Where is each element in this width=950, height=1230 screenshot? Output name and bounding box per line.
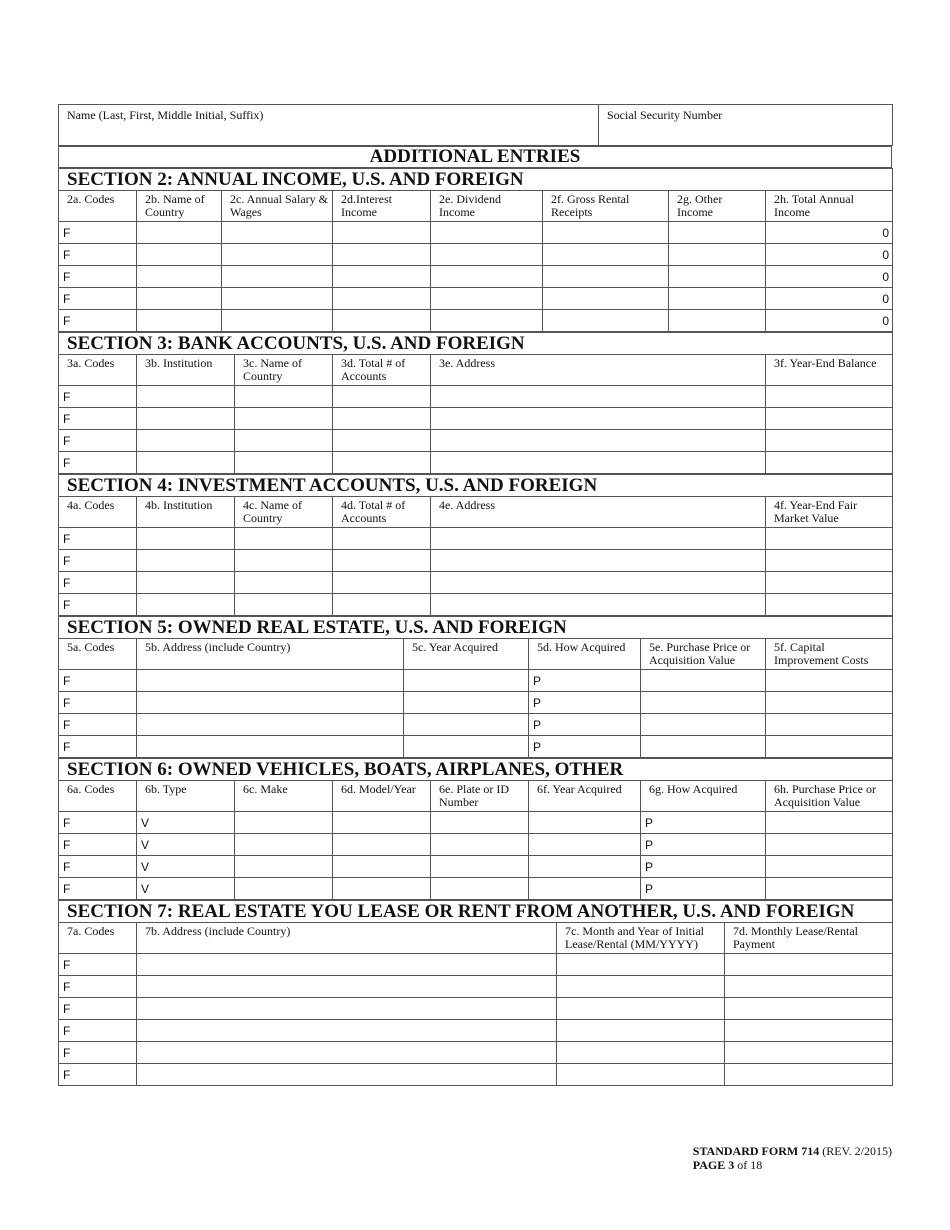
total-cell[interactable]: 0 [766,266,893,288]
interest-cell[interactable] [333,266,431,288]
interest-cell[interactable] [333,244,431,266]
payment-cell[interactable] [725,1042,893,1064]
code-cell[interactable]: F [59,954,137,976]
dividend-cell[interactable] [431,244,543,266]
table-row [59,998,893,1020]
col-4f: 4f. Year-End Fair Market Value [766,497,893,528]
page-title: ADDITIONAL ENTRIES [59,147,892,168]
page-label: PAGE 3 [692,1158,735,1172]
type-cell[interactable]: V [137,812,235,834]
address-cell[interactable] [137,954,557,976]
code-cell[interactable]: F [59,386,137,408]
balance-cell[interactable] [766,452,893,474]
improvement-cell[interactable] [766,670,893,692]
col-5c: 5c. Year Acquired [404,639,529,670]
identity-table [58,104,893,146]
total-cell[interactable]: 0 [766,244,893,266]
name-label: Name (Last, First, Middle Initial, Suffix) [67,108,264,122]
price-cell[interactable] [641,736,766,758]
col-3c: 3c. Name of Country [235,355,333,386]
price-cell[interactable] [641,670,766,692]
table-row [59,1020,893,1042]
address-cell[interactable] [137,976,557,998]
how-acquired-cell[interactable]: P [641,834,766,856]
interest-cell[interactable] [333,310,431,332]
institution-cell[interactable] [137,408,235,430]
lease-date-cell[interactable] [557,998,725,1020]
section-6-table [58,758,893,900]
year-cell[interactable] [529,878,641,900]
col-7b: 7b. Address (include Country) [137,923,557,954]
col-6d: 6d. Model/Year [333,781,431,812]
sf714-page [58,104,892,1086]
lease-date-cell[interactable] [557,1064,725,1086]
col-7d: 7d. Monthly Lease/Rental Payment [725,923,893,954]
institution-cell[interactable] [137,386,235,408]
price-cell[interactable] [766,834,893,856]
col-4b: 4b. Institution [137,497,235,528]
address-cell[interactable] [431,408,766,430]
rental-cell[interactable] [543,310,669,332]
code-cell[interactable]: F [59,976,137,998]
type-cell[interactable]: V [137,856,235,878]
col-4e: 4e. Address [431,497,766,528]
how-acquired-cell[interactable]: P [529,692,641,714]
section-2-table [58,168,893,332]
col-6a: 6a. Codes [59,781,137,812]
table-row [59,594,893,616]
col-5f: 5f. Capital Improvement Costs [766,639,893,670]
how-acquired-cell[interactable]: P [641,878,766,900]
code-cell[interactable]: F [59,222,137,244]
country-cell[interactable] [235,550,333,572]
col-2f: 2f. Gross Rental Receipts [543,191,669,222]
model-cell[interactable] [333,834,431,856]
payment-cell[interactable] [725,998,893,1020]
improvement-cell[interactable] [766,736,893,758]
how-acquired-cell[interactable]: P [529,714,641,736]
how-acquired-cell[interactable]: P [529,670,641,692]
code-cell[interactable]: F [59,528,137,550]
table-row [59,288,893,310]
form-name: STANDARD FORM 714 [692,1144,820,1158]
table-row [59,878,893,900]
table-row [59,954,893,976]
table-row [59,714,893,736]
section-4-title: SECTION 4: INVESTMENT ACCOUNTS, U.S. AND FOREIGN [59,475,893,497]
price-cell[interactable] [766,878,893,900]
balance-cell[interactable] [766,430,893,452]
address-cell[interactable] [431,452,766,474]
how-acquired-cell[interactable]: P [641,812,766,834]
ssn-label: Social Security Number [607,108,723,122]
country-cell[interactable] [137,222,222,244]
page-line [693,1158,892,1172]
accounts-cell[interactable] [333,452,431,474]
code-cell[interactable]: F [59,244,137,266]
year-cell[interactable] [529,812,641,834]
table-row [59,572,893,594]
code-cell[interactable]: F [59,550,137,572]
col-6h: 6h. Purchase Price or Acquisition Value [766,781,893,812]
additional-entries-title [58,146,892,168]
code-cell[interactable]: F [59,266,137,288]
plate-cell[interactable] [431,856,529,878]
model-cell[interactable] [333,812,431,834]
plate-cell[interactable] [431,878,529,900]
other-cell[interactable] [669,310,766,332]
address-cell[interactable] [431,550,766,572]
col-6g: 6g. How Acquired [641,781,766,812]
col-2a: 2a. Codes [59,191,137,222]
salary-cell[interactable] [222,266,333,288]
balance-cell[interactable] [766,386,893,408]
country-cell[interactable] [235,408,333,430]
col-5a: 5a. Codes [59,639,137,670]
col-4a: 4a. Codes [59,497,137,528]
interest-cell[interactable] [333,288,431,310]
col-2h: 2h. Total Annual Income [766,191,893,222]
year-cell[interactable] [404,714,529,736]
code-cell[interactable]: F [59,736,137,758]
col-2d: 2d.Interest Income [333,191,431,222]
dividend-cell[interactable] [431,288,543,310]
dividend-cell[interactable] [431,222,543,244]
col-7a: 7a. Codes [59,923,137,954]
code-cell[interactable]: F [59,430,137,452]
country-cell[interactable] [235,430,333,452]
code-cell[interactable]: F [59,714,137,736]
make-cell[interactable] [235,834,333,856]
name-field[interactable] [59,105,599,146]
institution-cell[interactable] [137,550,235,572]
total-cell[interactable]: 0 [766,310,893,332]
address-cell[interactable] [431,528,766,550]
address-cell[interactable] [137,692,404,714]
how-acquired-cell[interactable]: P [641,856,766,878]
how-acquired-cell[interactable]: P [529,736,641,758]
price-cell[interactable] [641,714,766,736]
dividend-cell[interactable] [431,310,543,332]
table-row [59,386,893,408]
table-row [59,976,893,998]
year-cell[interactable] [529,856,641,878]
code-cell[interactable]: F [59,452,137,474]
code-cell[interactable]: F [59,572,137,594]
price-cell[interactable] [641,692,766,714]
other-cell[interactable] [669,222,766,244]
country-cell[interactable] [137,310,222,332]
code-cell[interactable]: F [59,692,137,714]
address-cell[interactable] [137,1064,557,1086]
table-row [59,528,893,550]
payment-cell[interactable] [725,954,893,976]
institution-cell[interactable] [137,528,235,550]
ssn-field[interactable] [599,105,893,146]
code-cell[interactable]: F [59,1020,137,1042]
section-5-title: SECTION 5: OWNED REAL ESTATE, U.S. AND FOREIGN [59,617,893,639]
other-cell[interactable] [669,244,766,266]
salary-cell[interactable] [222,244,333,266]
table-row [59,222,893,244]
section-2-title: SECTION 2: ANNUAL INCOME, U.S. AND FOREIGN [59,169,893,191]
col-2b: 2b. Name of Country [137,191,222,222]
table-row [59,812,893,834]
country-cell[interactable] [137,266,222,288]
interest-cell[interactable] [333,222,431,244]
address-cell[interactable] [137,670,404,692]
col-6b: 6b. Type [137,781,235,812]
lease-date-cell[interactable] [557,954,725,976]
accounts-cell[interactable] [333,386,431,408]
salary-cell[interactable] [222,222,333,244]
salary-cell[interactable] [222,288,333,310]
col-4d: 4d. Total # of Accounts [333,497,431,528]
other-cell[interactable] [669,288,766,310]
lease-date-cell[interactable] [557,976,725,998]
section-6-title: SECTION 6: OWNED VEHICLES, BOATS, AIRPLANES, OTHER [59,759,893,781]
col-2g: 2g. Other Income [669,191,766,222]
col-3e: 3e. Address [431,355,766,386]
price-cell[interactable] [766,812,893,834]
total-cell[interactable]: 0 [766,222,893,244]
table-row [59,452,893,474]
col-6c: 6c. Make [235,781,333,812]
form-revision: (REV. 2/2015) [822,1144,892,1158]
table-row [59,266,893,288]
address-cell[interactable] [137,1020,557,1042]
form-footer [693,1144,892,1172]
year-cell[interactable] [404,670,529,692]
rental-cell[interactable] [543,288,669,310]
table-row [59,408,893,430]
type-cell[interactable]: V [137,878,235,900]
code-cell[interactable]: F [59,856,137,878]
col-3d: 3d. Total # of Accounts [333,355,431,386]
rental-cell[interactable] [543,266,669,288]
code-cell[interactable]: F [59,1042,137,1064]
payment-cell[interactable] [725,1064,893,1086]
page-total: of 18 [737,1158,763,1172]
dividend-cell[interactable] [431,266,543,288]
address-cell[interactable] [137,998,557,1020]
year-cell[interactable] [529,834,641,856]
code-cell[interactable]: F [59,670,137,692]
col-2c: 2c. Annual Salary & Wages [222,191,333,222]
accounts-cell[interactable] [333,408,431,430]
section-5-table [58,616,893,758]
market-value-cell[interactable] [766,550,893,572]
code-cell[interactable]: F [59,834,137,856]
year-cell[interactable] [404,736,529,758]
table-row [59,670,893,692]
total-cell[interactable]: 0 [766,288,893,310]
other-cell[interactable] [669,266,766,288]
address-cell[interactable] [431,572,766,594]
market-value-cell[interactable] [766,594,893,616]
lease-date-cell[interactable] [557,1020,725,1042]
col-4c: 4c. Name of Country [235,497,333,528]
table-row [59,1042,893,1064]
table-row [59,244,893,266]
payment-cell[interactable] [725,976,893,998]
payment-cell[interactable] [725,1020,893,1042]
address-cell[interactable] [137,714,404,736]
model-cell[interactable] [333,856,431,878]
balance-cell[interactable] [766,408,893,430]
code-cell[interactable]: F [59,594,137,616]
market-value-cell[interactable] [766,528,893,550]
section-3-title: SECTION 3: BANK ACCOUNTS, U.S. AND FOREIGN [59,333,893,355]
improvement-cell[interactable] [766,692,893,714]
table-row [59,1064,893,1086]
accounts-cell[interactable] [333,430,431,452]
plate-cell[interactable] [431,812,529,834]
col-7c: 7c. Month and Year of Initial Lease/Rental (MM/YYYY) [557,923,725,954]
country-cell[interactable] [235,528,333,550]
code-cell[interactable]: F [59,1064,137,1086]
year-cell[interactable] [404,692,529,714]
section-4-table [58,474,893,616]
table-row [59,692,893,714]
table-row [59,430,893,452]
institution-cell[interactable] [137,594,235,616]
section-7-table [58,900,893,1086]
address-cell[interactable] [431,430,766,452]
col-5e: 5e. Purchase Price or Acquisition Value [641,639,766,670]
col-5d: 5d. How Acquired [529,639,641,670]
col-3b: 3b. Institution [137,355,235,386]
table-row [59,834,893,856]
code-cell[interactable]: F [59,998,137,1020]
code-cell[interactable]: F [59,878,137,900]
table-row [59,856,893,878]
rental-cell[interactable] [543,244,669,266]
market-value-cell[interactable] [766,572,893,594]
salary-cell[interactable] [222,310,333,332]
lease-date-cell[interactable] [557,1042,725,1064]
accounts-cell[interactable] [333,594,431,616]
address-cell[interactable] [137,736,404,758]
col-6e: 6e. Plate or ID Number [431,781,529,812]
country-cell[interactable] [137,288,222,310]
country-cell[interactable] [137,244,222,266]
institution-cell[interactable] [137,572,235,594]
make-cell[interactable] [235,812,333,834]
model-cell[interactable] [333,878,431,900]
col-3f: 3f. Year-End Balance [766,355,893,386]
address-cell[interactable] [431,386,766,408]
table-row [59,310,893,332]
accounts-cell[interactable] [333,550,431,572]
code-cell[interactable]: F [59,408,137,430]
address-cell[interactable] [137,1042,557,1064]
make-cell[interactable] [235,856,333,878]
country-cell[interactable] [235,594,333,616]
table-row [59,550,893,572]
rental-cell[interactable] [543,222,669,244]
country-cell[interactable] [235,386,333,408]
code-cell[interactable]: F [59,310,137,332]
plate-cell[interactable] [431,834,529,856]
country-cell[interactable] [235,452,333,474]
code-cell[interactable]: F [59,812,137,834]
form-id-line [693,1144,892,1158]
table-row [59,736,893,758]
price-cell[interactable] [766,856,893,878]
col-3a: 3a. Codes [59,355,137,386]
address-cell[interactable] [431,594,766,616]
institution-cell[interactable] [137,430,235,452]
accounts-cell[interactable] [333,572,431,594]
type-cell[interactable]: V [137,834,235,856]
col-6f: 6f. Year Acquired [529,781,641,812]
improvement-cell[interactable] [766,714,893,736]
col-5b: 5b. Address (include Country) [137,639,404,670]
section-3-table [58,332,893,474]
country-cell[interactable] [235,572,333,594]
section-7-title: SECTION 7: REAL ESTATE YOU LEASE OR RENT FROM ANOTHER, U.S. AND FOREIGN [59,901,893,923]
institution-cell[interactable] [137,452,235,474]
code-cell[interactable]: F [59,288,137,310]
col-2e: 2e. Dividend Income [431,191,543,222]
accounts-cell[interactable] [333,528,431,550]
make-cell[interactable] [235,878,333,900]
